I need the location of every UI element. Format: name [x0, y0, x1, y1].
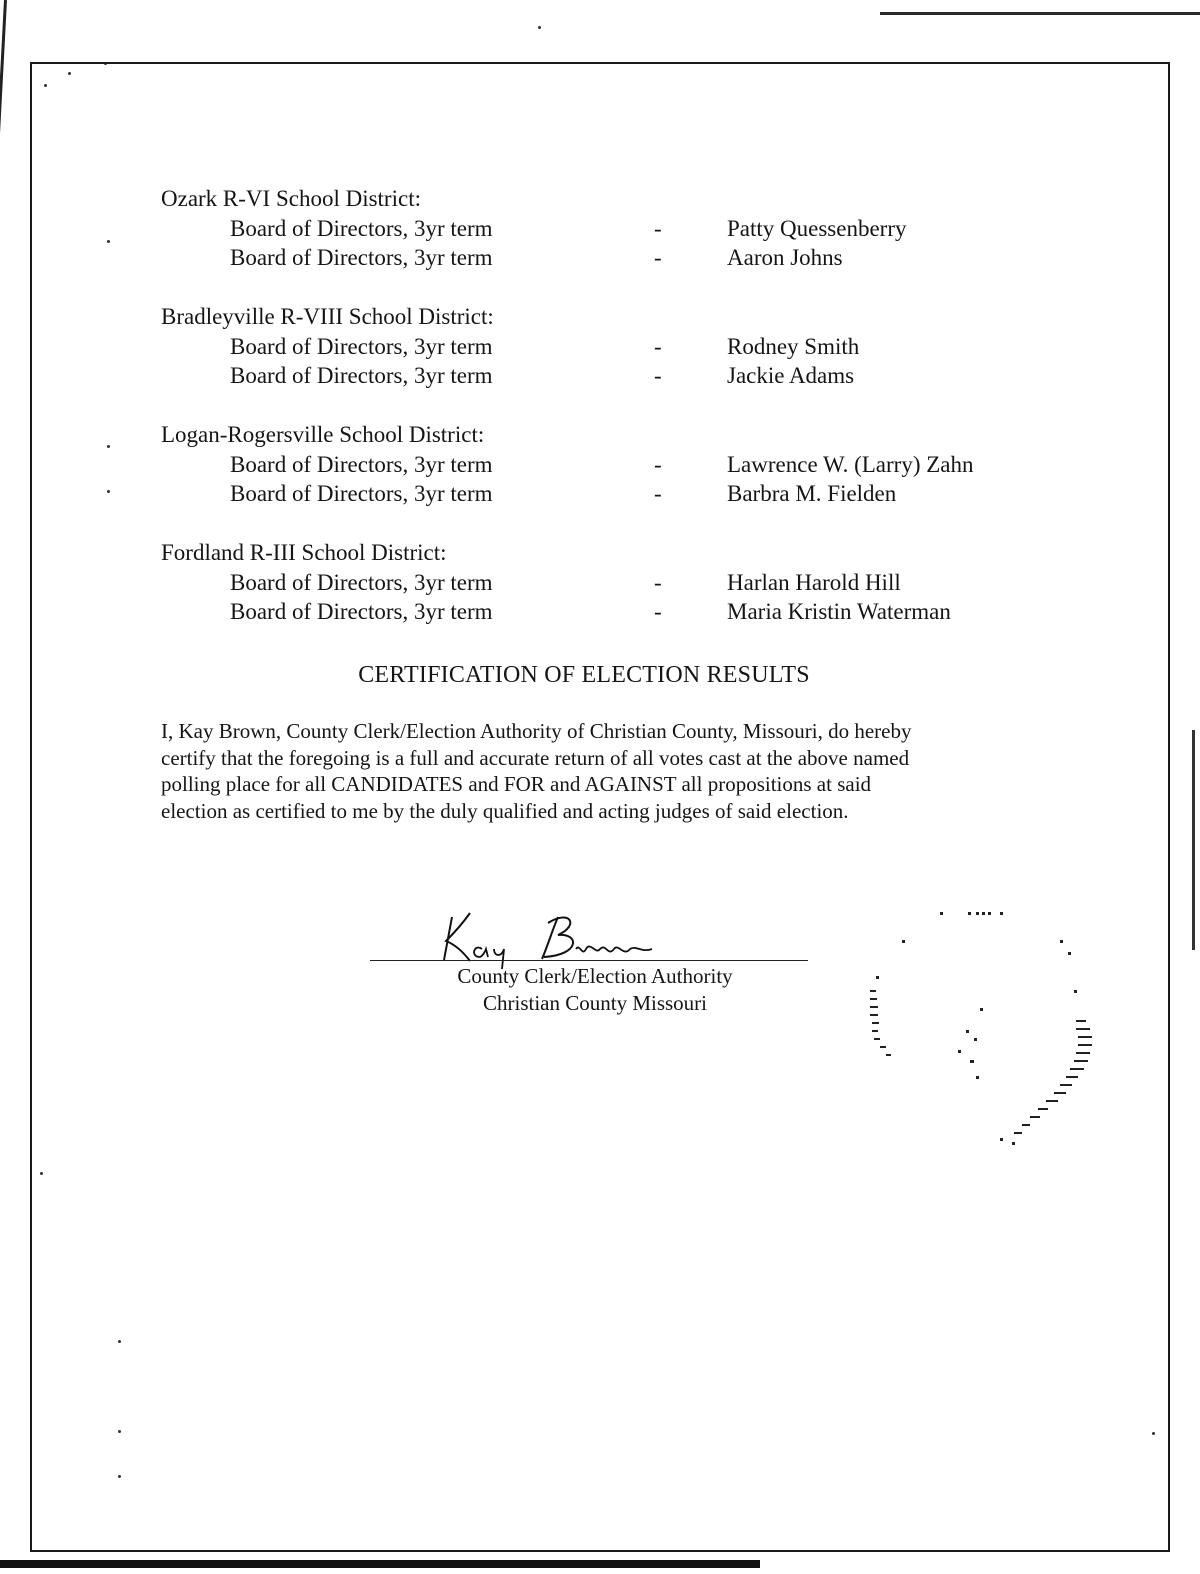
office-label: Board of Directors, 3yr term	[230, 452, 493, 477]
signature-line	[370, 960, 808, 961]
office-label: Board of Directors, 3yr term	[230, 245, 493, 270]
certification-title: CERTIFICATION OF ELECTION RESULTS	[358, 662, 810, 688]
scan-speck	[538, 26, 541, 29]
office-label: Board of Directors, 3yr term	[230, 481, 493, 506]
scan-edge-right	[1192, 730, 1195, 950]
district-heading: Logan-Rogersville School District:	[161, 422, 485, 447]
certification-line: I, Kay Brown, County Clerk/Election Authority of Christian County, Missouri, do hereby	[161, 719, 912, 743]
winner-name: Aaron Johns	[727, 245, 843, 270]
district-heading: Ozark R-VI School District:	[161, 186, 421, 211]
separator-dash: -	[654, 334, 662, 359]
separator-dash: -	[654, 481, 662, 506]
county-seal	[840, 900, 1130, 1170]
scan-edge-bottom	[0, 1560, 760, 1568]
winner-name: Rodney Smith	[727, 334, 860, 359]
office-label: Board of Directors, 3yr term	[230, 599, 493, 624]
winner-name: Patty Quessenberry	[727, 216, 907, 241]
office-label: Board of Directors, 3yr term	[230, 363, 493, 388]
office-label: Board of Directors, 3yr term	[230, 570, 493, 595]
district-heading: Fordland R-III School District:	[161, 540, 447, 565]
district-heading: Bradleyville R-VIII School District:	[161, 304, 494, 329]
signer-county: Christian County Missouri	[482, 991, 708, 1015]
certification-statement	[161, 718, 1011, 824]
scan-edge-left	[0, 0, 7, 230]
winner-name: Barbra M. Fielden	[727, 481, 897, 506]
office-label: Board of Directors, 3yr term	[230, 334, 493, 359]
winner-name: Jackie Adams	[727, 363, 855, 388]
separator-dash: -	[654, 452, 662, 477]
separator-dash: -	[654, 245, 662, 270]
office-label: Board of Directors, 3yr term	[230, 216, 493, 241]
winner-name: Lawrence W. (Larry) Zahn	[727, 452, 974, 477]
winner-name: Maria Kristin Waterman	[727, 599, 951, 624]
scan-edge-top	[880, 12, 1200, 15]
signer-title: County Clerk/Election Authority	[457, 964, 733, 988]
certification-line: polling place for all CANDIDATES and FOR and AGAINST all propositions at said	[161, 772, 872, 796]
separator-dash: -	[654, 216, 662, 241]
separator-dash: -	[654, 363, 662, 388]
winner-name: Harlan Harold Hill	[727, 570, 901, 595]
separator-dash: -	[654, 570, 662, 595]
separator-dash: -	[654, 599, 662, 624]
certification-line: election as certified to me by the duly qualified and acting judges of said election.	[161, 798, 849, 823]
certification-line: certify that the foregoing is a full and accurate return of all votes cast at the above named	[161, 745, 910, 770]
